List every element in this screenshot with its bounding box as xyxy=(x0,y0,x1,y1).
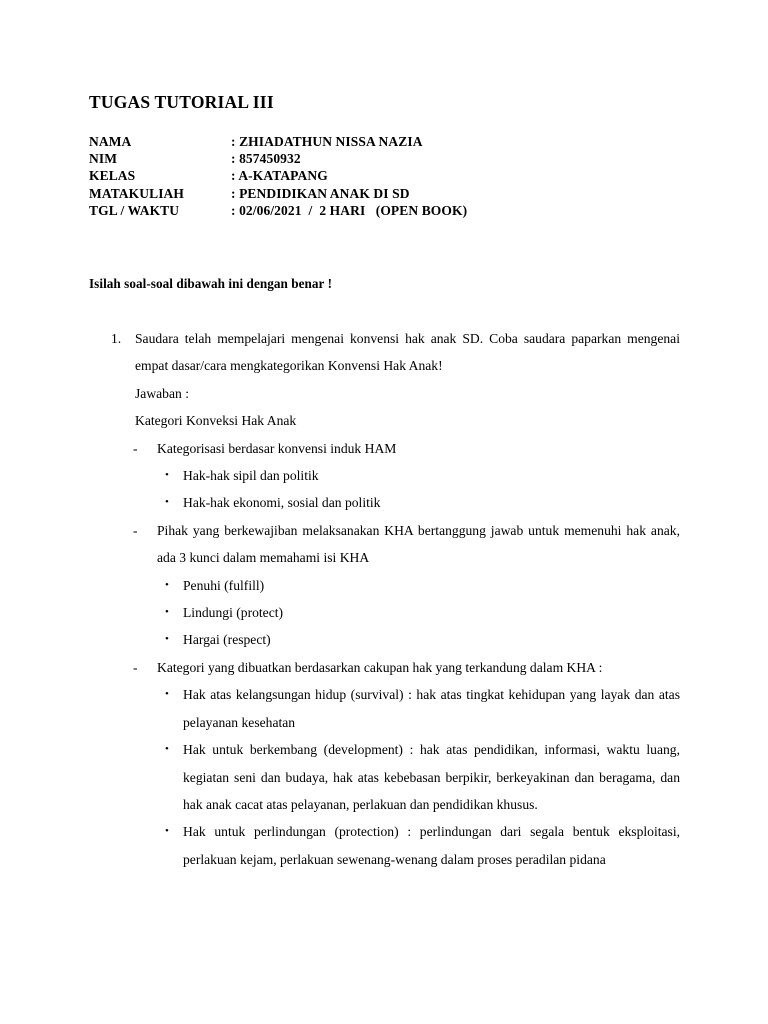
question-block xyxy=(0,325,768,873)
bullet-marker-icon: • xyxy=(165,825,169,838)
dash-marker-icon: - xyxy=(133,522,138,538)
question-text: Saudara telah mempelajari mengenai konvensi hak anak SD. Coba saudara paparkan mengenai empat dasar/cara mengkategorikan Konvensi Hak Anak! xyxy=(135,331,680,374)
dash-item-1 xyxy=(0,435,768,462)
bullet-item-1-2 xyxy=(0,489,768,516)
identity-row-nama xyxy=(89,133,467,150)
bullet-item-2-2-text: Lindungi (protect) xyxy=(183,605,284,621)
identity-value-nama: : ZHIADATHUN NISSA NAZIA xyxy=(231,134,423,149)
bullet-item-3-2-text: Hak untuk berkembang (development) : hak atas pendidikan, informasi, waktu luang, kegiatan seni dan budaya, hak atas kebebasan berpikir, berkeyakinan dan beragama, dan hak anak cacat atas pelayanan, perlakuan dan pendidikan khusus. xyxy=(183,742,680,812)
identity-row-nim xyxy=(89,150,467,167)
bullet-marker-icon: • xyxy=(165,606,169,619)
bullet-item-3-1-text: Hak atas kelangsungan hidup (survival) : hak atas tingkat kehidupan yang layak dan atas pelayanan kesehatan xyxy=(183,687,680,730)
dash-item-2-text: Pihak yang berkewajiban melaksanakan KHA bertanggung jawab untuk memenuhi hak anak, ada 3 kunci dalam memahami isi KHA xyxy=(157,522,680,566)
instruction-line: Isilah soal-soal dibawah ini dengan benar ! xyxy=(89,276,333,291)
bullet-item-2-1-text: Penuhi (fulfill) xyxy=(183,577,265,593)
identity-block xyxy=(89,133,467,219)
question-number: 1. xyxy=(111,331,122,346)
bullet-item-1-1-text: Hak-hak sipil dan politik xyxy=(183,468,319,484)
bullet-item-1-2-text: Hak-hak ekonomi, sosial dan politik xyxy=(183,495,381,511)
dash-item-3 xyxy=(0,654,768,681)
dash-item-3-text: Kategori yang dibuatkan berdasarkan cakupan hak yang terkandung dalam KHA : xyxy=(157,659,603,675)
answer-heading-text: Kategori Konveksi Hak Anak xyxy=(135,413,297,429)
document-title: TUGAS TUTORIAL III xyxy=(89,92,274,112)
identity-value-kelas: : A-KATAPANG xyxy=(231,168,328,184)
dash-item-1-text: Kategorisasi berdasar konvensi induk HAM xyxy=(157,440,397,456)
answer-label xyxy=(0,380,768,407)
dash-marker-icon: - xyxy=(133,659,138,675)
bullet-marker-icon: • xyxy=(165,496,169,509)
identity-value-nim: : 857450932 xyxy=(231,151,301,167)
bullet-marker-icon: • xyxy=(165,743,169,756)
bullet-item-3-3-text: Hak untuk perlindungan (protection) : perlindungan dari segala bentuk eksploitasi, perlakuan kejam, perlakuan sewenang-wenang dalam proses peradilan pidana xyxy=(183,824,680,867)
question-item-1 xyxy=(0,325,768,380)
bullet-marker-icon: • xyxy=(165,633,169,646)
bullet-item-3-1 xyxy=(0,681,768,736)
identity-label-tgl-waktu: TGL / WAKTU xyxy=(89,202,180,218)
identity-value-tgl-waktu: : 02/06/2021 / 2 HARI (OPEN BOOK) xyxy=(231,202,468,218)
bullet-marker-icon: • xyxy=(165,469,169,482)
identity-label-matakuliah: MATAKULIAH xyxy=(89,185,184,201)
bullet-item-2-3 xyxy=(0,626,768,653)
answer-heading xyxy=(0,407,768,434)
bullet-item-2-1 xyxy=(0,572,768,599)
identity-label-kelas: KELAS xyxy=(89,168,136,184)
bullet-item-2-3-text: Hargai (respect) xyxy=(183,632,271,648)
identity-label-nama: NAMA xyxy=(89,134,132,149)
identity-row-tgl-waktu xyxy=(89,202,467,219)
identity-row-matakuliah xyxy=(89,185,467,202)
dash-marker-icon: - xyxy=(133,440,138,456)
bullet-item-2-2 xyxy=(0,599,768,626)
bullet-marker-icon: • xyxy=(165,578,169,591)
identity-label-nim: NIM xyxy=(89,151,118,167)
bullet-item-3-2 xyxy=(0,736,768,818)
bullet-item-1-1 xyxy=(0,462,768,489)
bullet-marker-icon: • xyxy=(165,688,169,701)
dash-item-2 xyxy=(0,517,768,572)
identity-row-kelas xyxy=(89,167,467,184)
bullet-item-3-3 xyxy=(0,818,768,873)
identity-value-matakuliah: : PENDIDIKAN ANAK DI SD xyxy=(231,185,410,201)
answer-label-text: Jawaban : xyxy=(135,385,189,401)
